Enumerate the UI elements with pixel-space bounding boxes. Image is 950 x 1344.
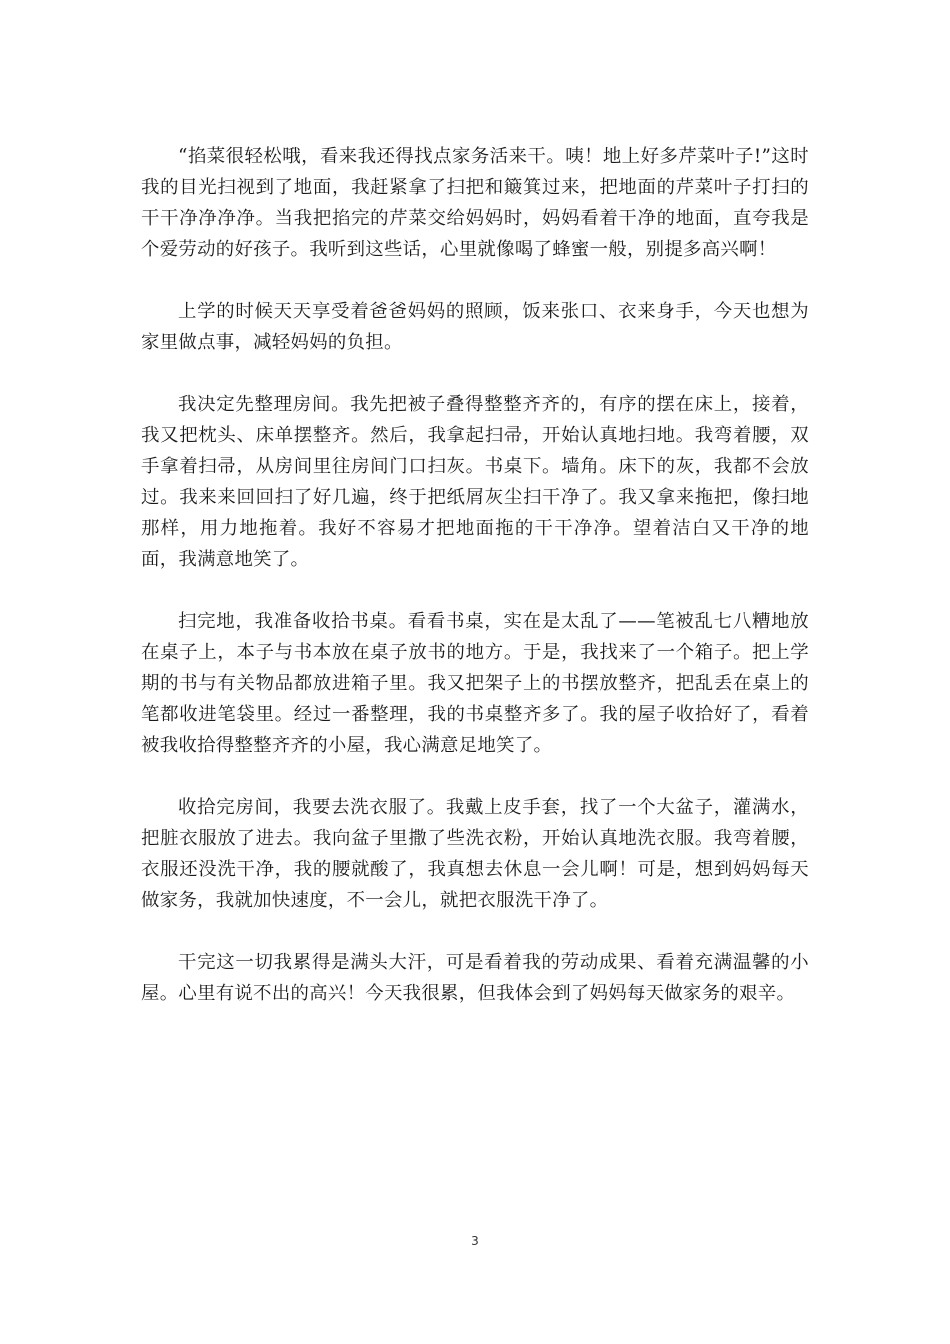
paragraph-2: 上学的时候天天享受着爸爸妈妈的照顾，饭来张口、衣来身手，今天也想为家里做点事，减轻妈妈的负担。 xyxy=(141,301,809,353)
paragraph-6: 干完这一切我累得是满头大汗，可是看着我的劳动成果、看着充满温馨的小屋。心里有说不出的高兴！今天我很累，但我体会到了妈妈每天做家务的艰辛。 xyxy=(141,952,809,1004)
paragraph-4: 扫完地，我准备收拾书桌。看看书桌，实在是太乱了——笔被乱七八糟地放在桌子上，本子与书本放在桌子放书的地方。于是，我找来了一个箱子。把上学期的书与有关物品都放进箱子里。我又把架子上的书摆放整齐，把乱丢在桌上的笔都收进笔袋里。经过一番整理，我的书桌整齐多了。我的屋子收拾好了，看着被我收拾得整整齐齐的小屋，我心满意足地笑了。 xyxy=(141,611,809,756)
paragraph-5: 收拾完房间，我要去洗衣服了。我戴上皮手套，找了一个大盆子，灌满水，把脏衣服放了进去。我向盆子里撒了些洗衣粉，开始认真地洗衣服。我弯着腰，衣服还没洗干净，我的腰就酸了，我真想去休息一会儿啊！可是，想到妈妈每天做家务，我就加快速度，不一会儿，就把衣服洗干净了。 xyxy=(141,797,809,911)
page-number: 3 xyxy=(471,1234,479,1248)
document-body xyxy=(141,141,809,1009)
paragraph-1: “掐菜很轻松哦，看来我还得找点家务活来干。咦！地上好多芹菜叶子!”这时我的目光扫视到了地面，我赶紧拿了扫把和簸箕过来，把地面的芹菜叶子打扫的干干净净净净。当我把掐完的芹菜交给妈妈时，妈妈看着干净的地面，直夸我是个爱劳动的好孩子。我听到这些话，心里就像喝了蜂蜜一般，别提多高兴啊！ xyxy=(141,146,809,260)
paragraph-3: 我决定先整理房间。我先把被子叠得整整齐齐的，有序的摆在床上，接着，我又把枕头、床单摆整齐。然后，我拿起扫帚，开始认真地扫地。我弯着腰，双手拿着扫帚，从房间里往房间门口扫灰。书桌下。墙角。床下的灰，我都不会放过。我来来回回扫了好几遍，终于把纸屑灰尘扫干净了。我又拿来拖把，像扫地那样，用力地拖着。我好不容易才把地面拖的干干净净。望着洁白又干净的地面，我满意地笑了。 xyxy=(141,394,809,570)
